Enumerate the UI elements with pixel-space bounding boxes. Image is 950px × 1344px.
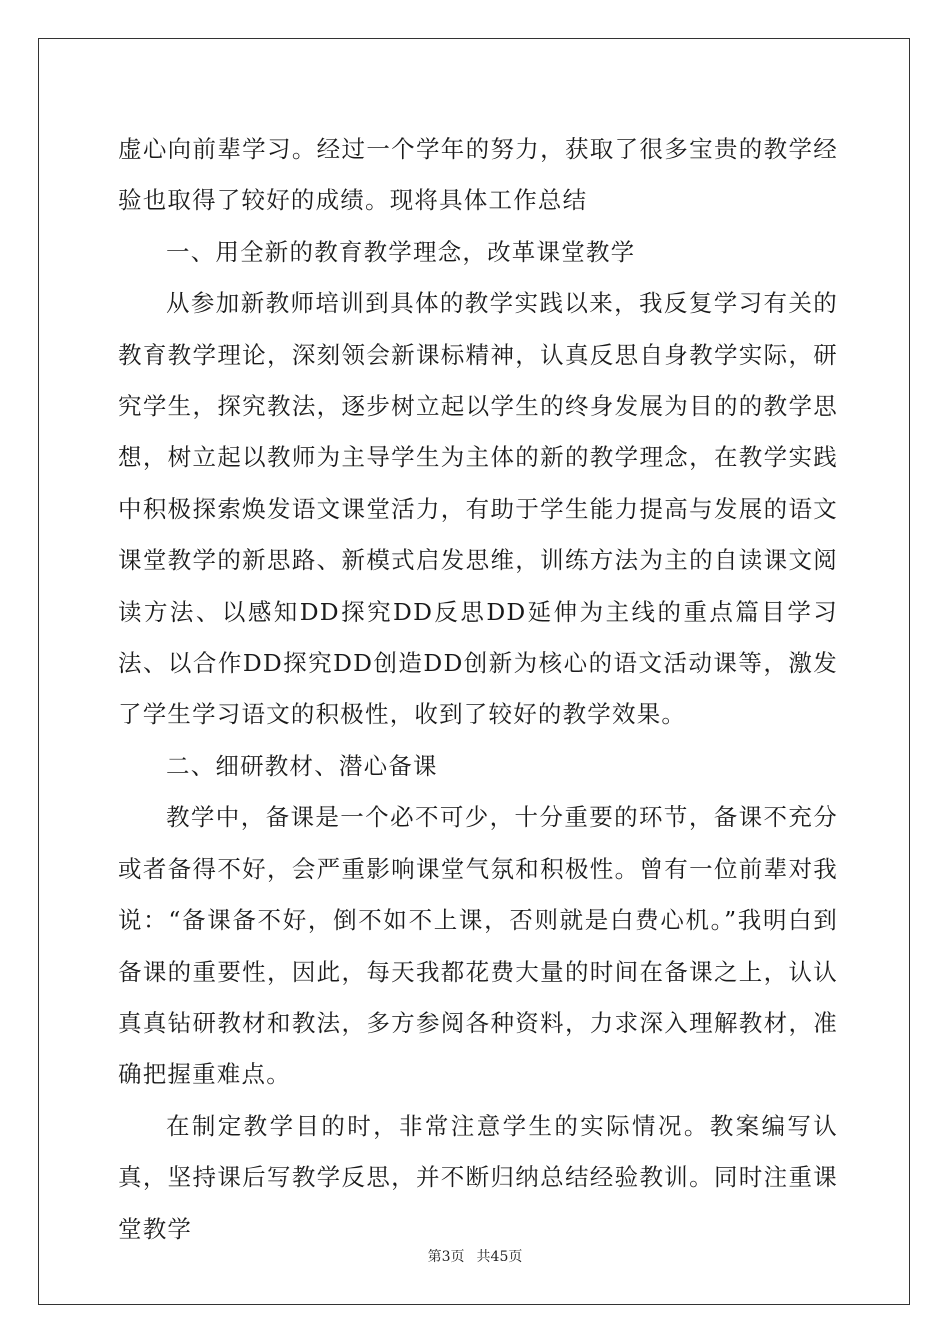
paragraph-teaching-philosophy: 从参加新教师培训到具体的教学实践以来，我反复学习有关的教育教学理论，深刻领会新课标精神，认真反思自身教学实际，研究学生，探究教法，逐步树立起以学生的终身发展为目的的教学思想，树立起以教师为主导学生为主体的新的教学理念，在教学实践中积极探索焕发语文课堂活力，有助于学生能力提高与发展的语文课堂教学的新思路、新模式启发思维，训练方法为主的自读课文阅读方法、以感知DD探究DD反思DD延伸为主线的重点篇目学习法、以合作DD探究DD创造DD创新为核心的语文活动课等，激发了学生学习语文的积极性，收到了较好的教学效果。 bbox=[118, 289, 838, 729]
section-heading-2: 二、细研教材、潜心备课 bbox=[166, 751, 438, 780]
page-number: 第3页 bbox=[427, 1249, 465, 1265]
paragraph-lesson-preparation: 教学中，备课是一个必不可少，十分重要的环节，备课不充分或者备得不好，会严重影响课堂气氛和积极性。曾有一位前辈对我说：“备课备不好，倒不如不上课，否则就是白费心机。”我明白到备课的重要性，因此，每天我都花费大量的时间在备课之上，认认真真钻研教材和教法，多方参阅各种资料，力求深入理解教材，准确把握重难点。 bbox=[118, 803, 838, 1089]
paragraph-teaching-goals: 在制定教学目的时，非常注意学生的实际情况。教案编写认真，坚持课后写教学反思，并不断归纳总结经验教训。同时注重课堂教学 bbox=[118, 1111, 838, 1243]
document-body bbox=[118, 124, 838, 1255]
section-heading-1: 一、用全新的教育教学理念，改革课堂教学 bbox=[166, 237, 636, 266]
paragraph-continuation: 虚心向前辈学习。经过一个学年的努力，获取了很多宝贵的教学经验也取得了较好的成绩。现将具体工作总结 bbox=[118, 135, 838, 215]
page-total: 共45页 bbox=[476, 1249, 523, 1265]
page-footer bbox=[0, 1247, 950, 1267]
